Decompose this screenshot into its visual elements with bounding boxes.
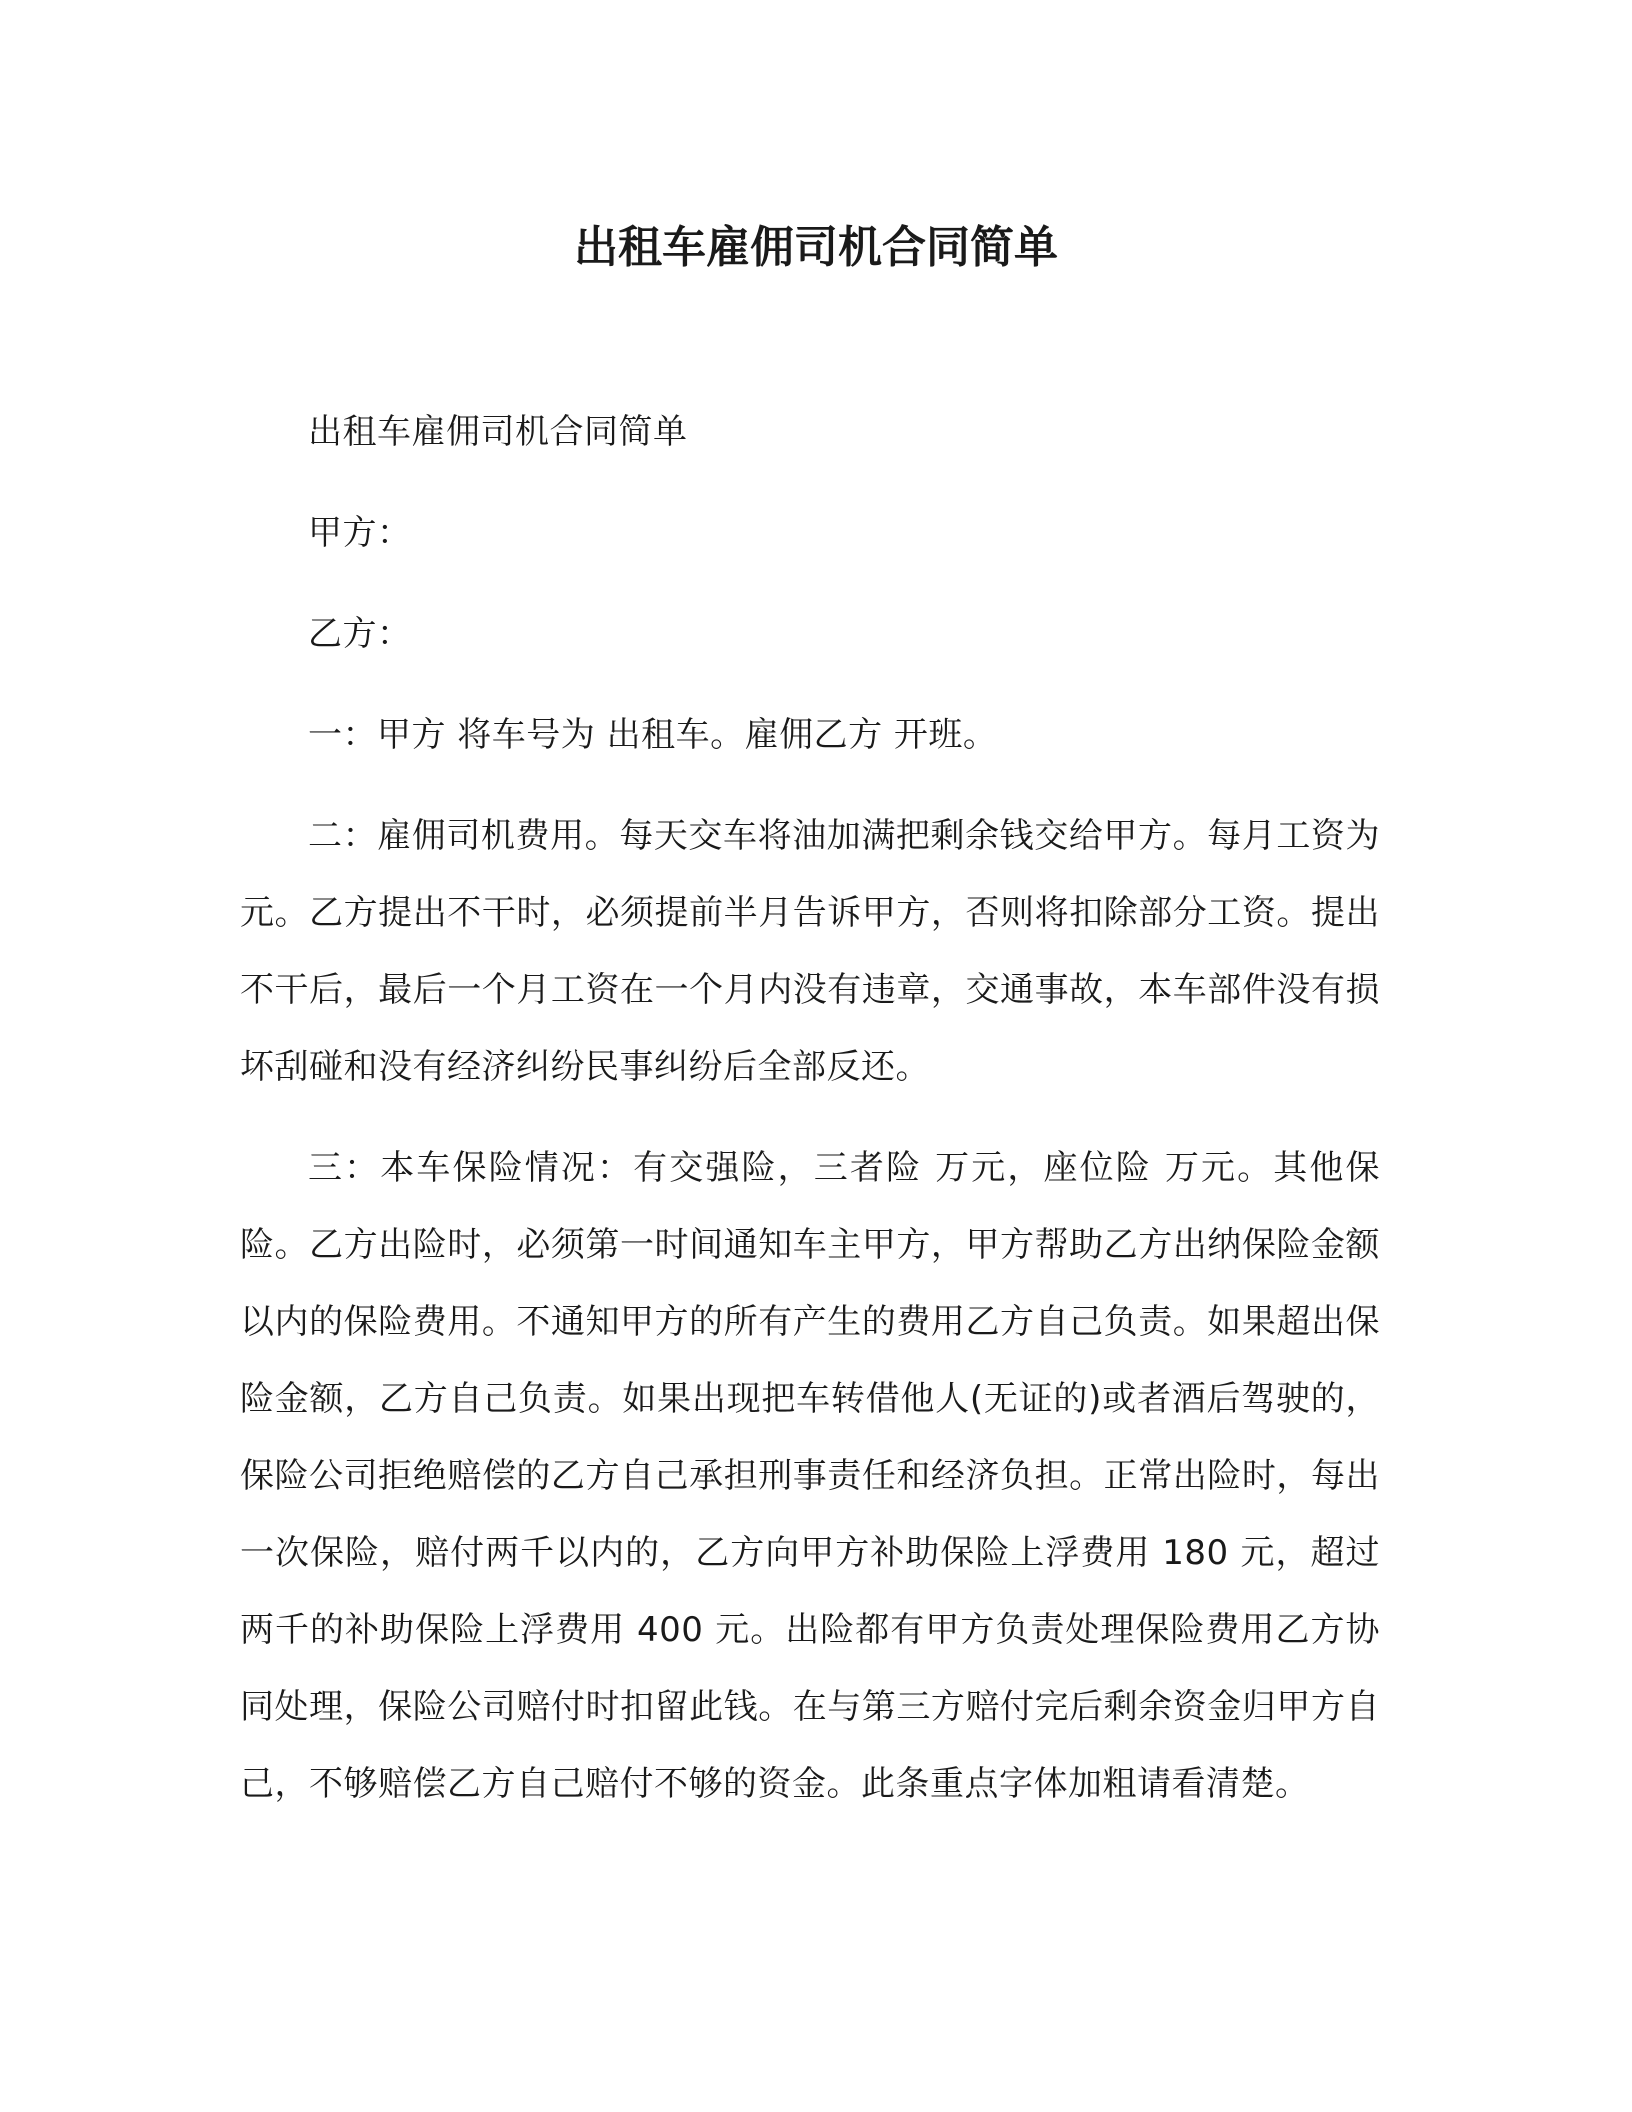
clause-three: 三：本车保险情况：有交强险，三者险 万元，座位险 万元。其他保险。乙方出险时，必须第一时间通知车主甲方，甲方帮助乙方出纳保险金额以内的保险费用。不通知甲方的所有产生的费用乙方自己负责。如果超出保险金额，乙方自己负责。如果出现把车转借他人(无证的)或者酒后驾驶的，保险公司拒绝赔偿的乙方自己承担刑事责任和经济负担。正常出险时，每出一次保险，赔付两千以内的，乙方向甲方补助保险上浮费用 180 元，超过两千的补助保险上浮费用 400 元。出险都有甲方负责处理保险费用乙方协同处理，保险公司赔付时扣留此钱。在与第三方赔付完后剩余资金归甲方自己，不够赔偿乙方自己赔付不够的资金。此条重点字体加粗请看清楚。	[240, 1148, 1380, 1804]
document-body	[240, 394, 1380, 1823]
party-b-line: 乙方：	[308, 614, 412, 654]
document-title: 出租车雇佣司机合同简单	[574, 222, 1058, 273]
clause-two: 二：雇佣司机费用。每天交车将油加满把剩余钱交给甲方。每月工资为元。乙方提出不干时，必须提前半月告诉甲方，否则将扣除部分工资。提出不干后，最后一个月工资在一个月内没有违章，交通事故，本车部件没有损坏刮碰和没有经济纠纷民事纠纷后全部反还。	[240, 816, 1380, 1087]
clause-one: 一：甲方 将车号为 出租车。雇佣乙方 开班。	[308, 715, 998, 755]
party-a-line: 甲方：	[308, 513, 412, 553]
contract-heading: 出租车雇佣司机合同简单	[308, 412, 688, 452]
